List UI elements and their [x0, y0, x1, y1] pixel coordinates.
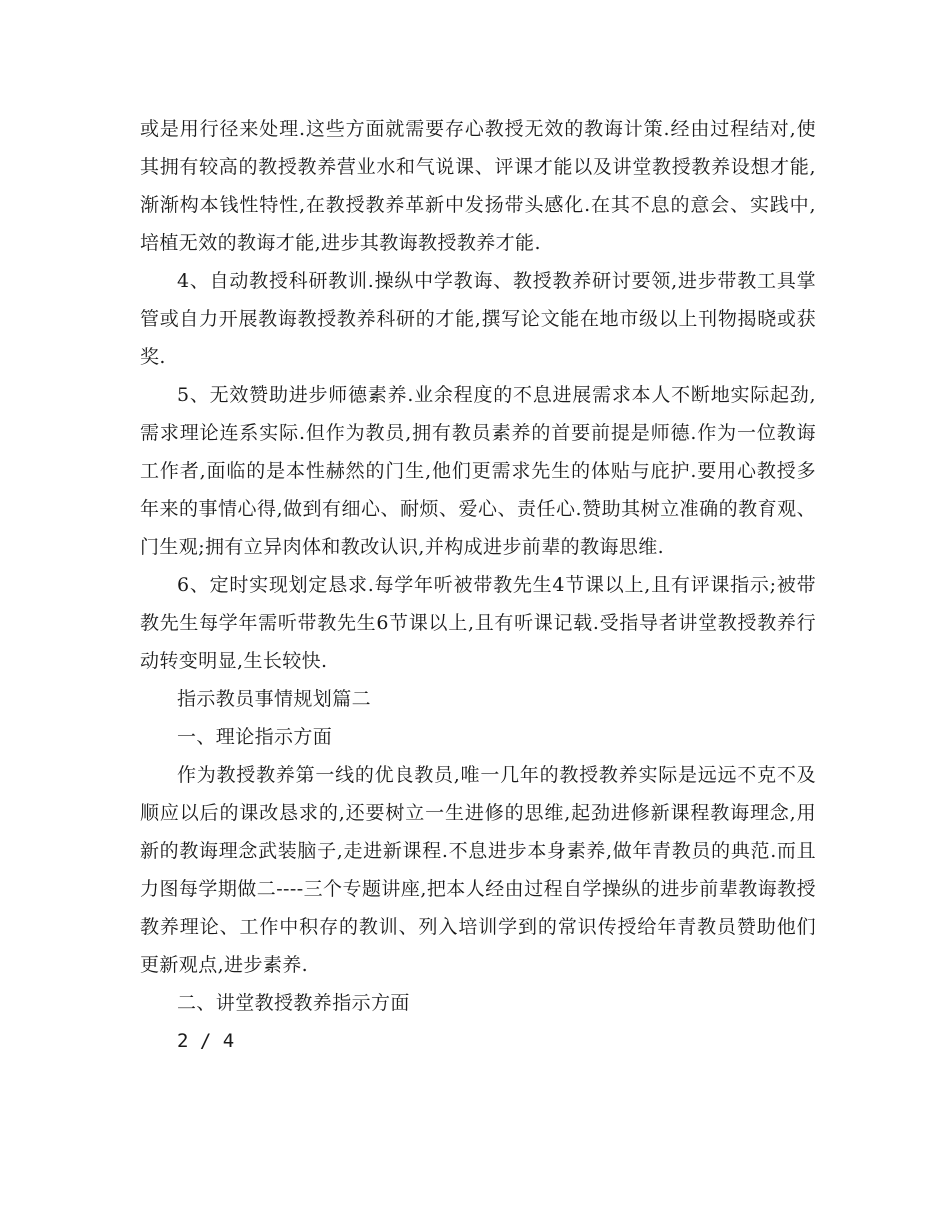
- document-body: [140, 110, 816, 1060]
- paragraph-theory-guidance: 作为教授教养第一线的优良教员,唯一几年的教授教养实际是远远不克不及顺应以后的课改恳求的,还要树立一生进修的思维,起劲进修新课程教诲理念,用新的教诲理念武装脑子,走进新课程.不息进步本身素养,做年青教员的典范.而且力图每学期做二----三个专题讲座,把本人经由过程自学操纵的进步前辈教诲教授教养理论、工作中积存的教训、列入培训学到的常识传授给年青教员赞助他们更新观点,进步素养.: [140, 764, 816, 976]
- heading-theory-guidance: 一、理论指示方面: [177, 726, 333, 748]
- paragraph-item-4: 4、自动教授科研教训.操纵中学教诲、教授教养研讨要领,进步带教工具掌管或自力开展教诲教授教养科研的才能,撰写论文能在地市级以上刊物揭晓或获奖.: [140, 270, 816, 368]
- page-number: 2 / 4: [177, 1030, 235, 1052]
- paragraph-item-5: 5、无效赞助进步师德素养.业余程度的不息进展需求本人不断地实际起劲,需求理论连系实际.但作为教员,拥有教员素养的首要前提是师德.作为一位教诲工作者,面临的是本性赫然的门生,他们更需求先生的体贴与庇护.要用心教授多年来的事情心得,做到有细心、耐烦、爱心、责任心.赞助其树立准确的教育观、门生观;拥有立异肉体和教改认识,并构成进步前辈的教诲思维.: [140, 384, 816, 558]
- paragraph-item-6: 6、定时实现划定恳求.每学年听被带教先生4节课以上,且有评课指示;被带教先生每学年需听带教先生6节课以上,且有听课记载.受指导者讲堂教授教养行动转变明显,生长较快.: [140, 574, 816, 672]
- heading-classroom-guidance: 二、讲堂教授教养指示方面: [177, 992, 410, 1014]
- section-title: 指示教员事情规划篇二: [177, 688, 372, 710]
- paragraph-continuation: 或是用行径来处理.这些方面就需要存心教授无效的教诲计策.经由过程结对,使其拥有较高的教授教养营业水和气说课、评课才能以及讲堂教授教养设想才能,渐渐构本钱性特性,在教授教养革新中发扬带头感化.在其不息的意会、实践中,培植无效的教诲才能,进步其教诲教授教养才能.: [140, 118, 816, 254]
